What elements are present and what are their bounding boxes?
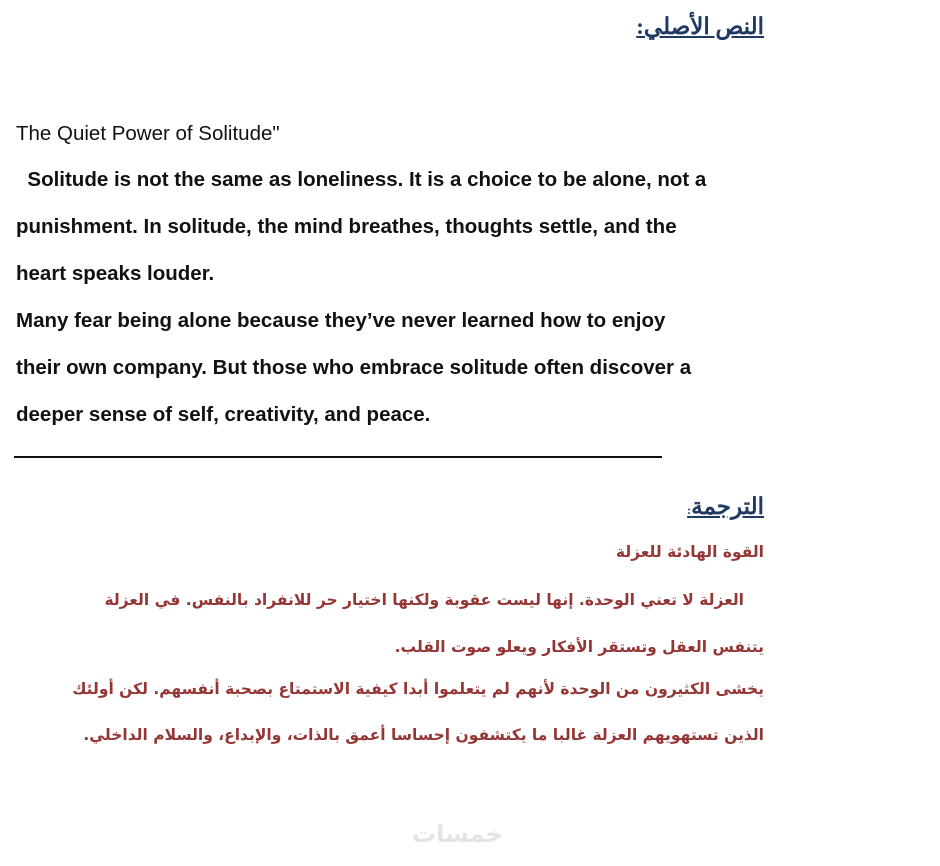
arabic-p2-line-1: يخشى الكثيرون من الوحدة لأنهم لم يتعلموا أبدا كيفية الاستمتاع بصحبة أنفسهم. لكن أولئك (72, 680, 764, 698)
translation-heading (687, 494, 764, 520)
watermark: خمسات (412, 820, 503, 848)
original-text-heading: النص الأصلي: (636, 14, 764, 39)
arabic-title: القوة الهادئة للعزلة (615, 543, 764, 561)
english-paragraph-2 (16, 297, 776, 438)
english-p1-line-1: Solitude is not the same as loneliness. It is a choice to be alone, not a (16, 168, 707, 191)
english-p1-line-2: punishment. In solitude, the mind breathes, thoughts settle, and the (16, 215, 677, 238)
english-p2-line-2: their own company. But those who embrace solitude often discover a (16, 356, 692, 379)
arabic-p2-line-2: الذين تستهويهم العزلة غالبا ما يكتشفون إحساسا أعمق بالذات، والإبداع، والسلام الداخلي. (83, 726, 764, 744)
section-divider (14, 456, 662, 458)
english-paragraph-1 (16, 156, 776, 297)
arabic-p1-line-1: العزلة لا تعني الوحدة. إنها ليست عقوبة ولكنها اختيار حر للانفراد بالنفس. في العزلة (104, 591, 744, 609)
english-p2-line-3: deeper sense of self, creativity, and peace. (16, 403, 431, 426)
translation-heading-text: الترجمة (691, 494, 764, 519)
english-p1-line-3: heart speaks louder. (16, 262, 215, 285)
english-p2-line-1: Many fear being alone because they’ve never learned how to enjoy (16, 309, 666, 332)
arabic-p1-line-2: يتنفس العقل وتستقر الأفكار ويعلو صوت القلب. (394, 638, 764, 656)
translation-heading-colon: : (687, 503, 692, 517)
english-title: The Quiet Power of Solitude" (16, 122, 280, 145)
